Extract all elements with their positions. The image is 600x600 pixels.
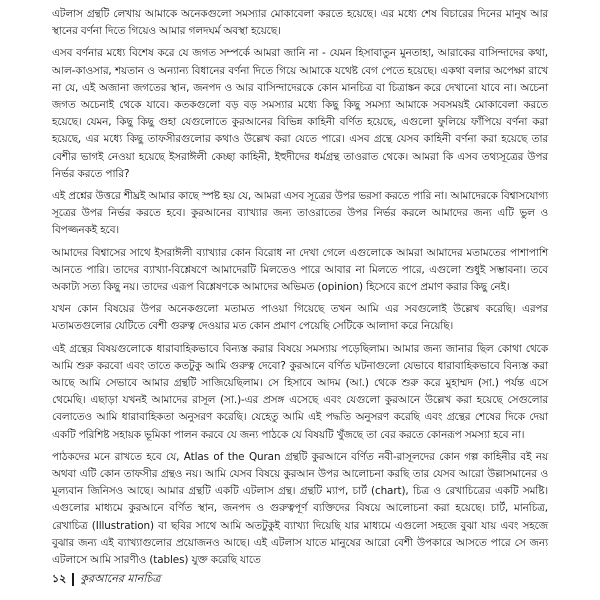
paragraph-3: এই প্রশ্নের উত্তরে শীঘ্রই আমার কাছে স্পষ্ট হয় যে, আমরা এসব সূত্রের উপর ভরসা করতে পারি না। আমাদেরকে বিশ্বাসযোগ্য সূত্রের উপর নির্ভর করতে হবে। কুরআনের ব্যাখ্যার জন্য তাওরাতের উপর নির্ভর করলে আমাদের জন্য এটি ভুল ও বিপজ্জনকই হবে।: [52, 190, 548, 237]
paragraph-5: যখন কোন বিষয়ের উপর অনেকগুলো মতামত পাওয়া গিয়েছে তখন আমি এর সবগুলোই উল্লেখ করেছি। এরপর মতামতগুলোর যেটিতে বেশী গুরুত্ব দেওয়ার মত কোন প্রমাণ পেয়েছি সেটিকে আলাদা করে নিয়েছি।: [52, 303, 548, 333]
paragraph-6: এই গ্রন্থের বিষয়গুলোকে ধারাবাহিকভাবে বিন্যস্ত করার বিষয়ে সমস্যায় পড়েছিলাম। আমার জন্য জানার ছিল কোথা থেকে আমি শুরু করবো এবং তাতে কতটুকু আমি গুরুত্ব দেবো? কুরআনে বর্ণিত ঘটনাগুলো যেভাবে ধারাবাহিকভাবে বিন্যস্ত করা আছে আমি সেভাবে আমার গ্রন্থটি সাজিয়েছিলাম। সে হিসাবে আদম (আ.) থেকে শুরু করে মুহাম্মদ (সা.) পর্যন্ত এসে থেমেছি। এছাড়া যখনই আমাদের রাসূল (সা.)-এর প্রসঙ্গ এসেছে এবং যেগুলো কুরআনে উল্লেখ করা হয়েছে সেগুলোর বেলাতেও আমি ধারাবাহিকতা অনুসরণ করেছি। যেহেতু আমি এই পদ্ধতি অনুসরণ করেছি এবং গ্রন্থের শেষের দিকে দেয়া একটি পরিশিষ্ট সহায়ক ভূমিকা পালন করবে যে জন্য পাঠকে যে বিষয়টি খুঁজছে তা বের করতে কোনরূপ সমস্যা হবে না।: [52, 342, 548, 441]
paragraph-4: আমাদের বিশ্বাসের সাথে ইসরাঈলী ব্যাখ্যার কোন বিরোধ না দেখা গেলে এগুলোকে আমরা আমাদের মতামতের পাশাপাশি আনতে পারি। তাদের ব্যাখ্যা-বিশ্লেষণে আমাদেরটি মিলতেও পারে আবার না মিলতে পারে, এগুলো শুধুই সম্ভাবনা। তবে অকাট্য সত্য কিছু নয়। তাদের এরূপ বিশ্লেষণকে আমাদের অভিমত (opinion) হিসেবে রূপে প্রমাণ করার কিছু নেই।: [52, 246, 548, 294]
running-title: কুরআনের মানচিত্র: [80, 572, 161, 585]
page-footer: [52, 570, 160, 589]
page-number: ১২: [52, 572, 67, 585]
paragraph-1: এটলাস গ্রন্থটি লেখায় আমাকে অনেকগুলো সমস্যার মোকাবেলা করতে হয়েছে। এর মধ্যে শেষ বিচারের দিনের মানুষ আর স্থানের বর্ণনা দিতে গিয়েও আমার গলদঘর্ম অবস্থা হয়েছে।: [52, 8, 548, 38]
footer-divider: [72, 573, 74, 586]
paragraph-7: পাঠকদের মনে রাখতে হবে যে, Atlas of the Quran গ্রন্থটি কুরআনে বর্ণিত নবী-রাসূলদের কোন গল্প কাহিনীর বই নয় অথবা এটি কোন তাফসীর গ্রন্থও নয়। আমি যেসব বিষয়ে কুরআন উপর আলোচনা করছি তার যেসব আরো উল্লাসমানের ও মূল্যবান জিনিসও আছে। আমার গ্রন্থটি একটি এটলাস গ্রন্থ। গ্রন্থটি ম্যাপ, চার্ট (chart), চিত্র ও রেখাচিত্রের একটি সমষ্টি। এগুলোর মাধ্যমে কুরআনে বর্ণিত স্থান, জনপদ ও গুরুত্বপূর্ণ ব্যক্তিদের বিষয়ে আলোচনা করা হয়েছে। চার্ট, মানচিত্র, রেখাচিত্র (Illustration) বা ছবির সাথে আমি অতটুকুই ব্যাখ্যা দিয়েছি যার মাধ্যমে এগুলো সহজে বুঝা যায় এবং সহজে বুঝার জন্য এই ব্যাখ্যাগুলোর প্রয়োজনও আছে। এই এটলাস যাতে মানুষের আরো বেশী উপকারে আসতে পারে সে জন্য এটলাসে আমি সারণীও (tables) যুক্ত করেছি যাতে: [52, 450, 548, 567]
paragraph-2: এসব বর্ণনার মধ্যে বিশেষ করে যে জগত সম্পর্কে আমরা জানি না - যেমন হিসাবাতুন মুনতাহা, আরাকের বাসিন্দাদের কথা, আল-কাওসার, শয়তান ও অন্যান্য বিধানের বর্ণনা দিতে গিয়ে আমাকে যথেষ্ট বেগ পেতে হয়েছে। একথা বলার অপেক্ষা রাখে না যে, এই অজানা জগতের স্থান, জনপদ ও আর বাসিন্দাদেরকে কোন মানচিত্র বা চিত্রাঙ্কন করে দেখানো যাবে না। অচেনা জগত অচেনাই থেকে যাবে। কতকগুলো বড় বড় সমস্যার মধ্যে কিছু কিছু সমস্যা আমাকে সবসময়ই মোকাবেলা করতে হয়েছে। যেমন, কিছু কিছু গুহা যেগুলোতে কুরআনের বিভিন্ন কাহিনী বর্ণিত হয়েছে, এগুলো ফুলিয়ে ফাঁপিয়ে বর্ণনা করা হয়েছে, এর মধ্যে কিছু তাফসীরগুলোর কথাও উল্লেখ করা যেতে পারে। এসব গ্রন্থে যেসব কাহিনী বর্ণনা করা হয়েছে তার বেশীর ভাগই নেওয়া হয়েছে ইসরাঈলী কেচ্ছা কাহিনী, ইহুদীদের ধর্মগ্রন্থ তাওরাত থেকে। আমরা কি এসব তথ্যসূত্রের উপর নির্ভর করতে পারি?: [52, 47, 548, 180]
